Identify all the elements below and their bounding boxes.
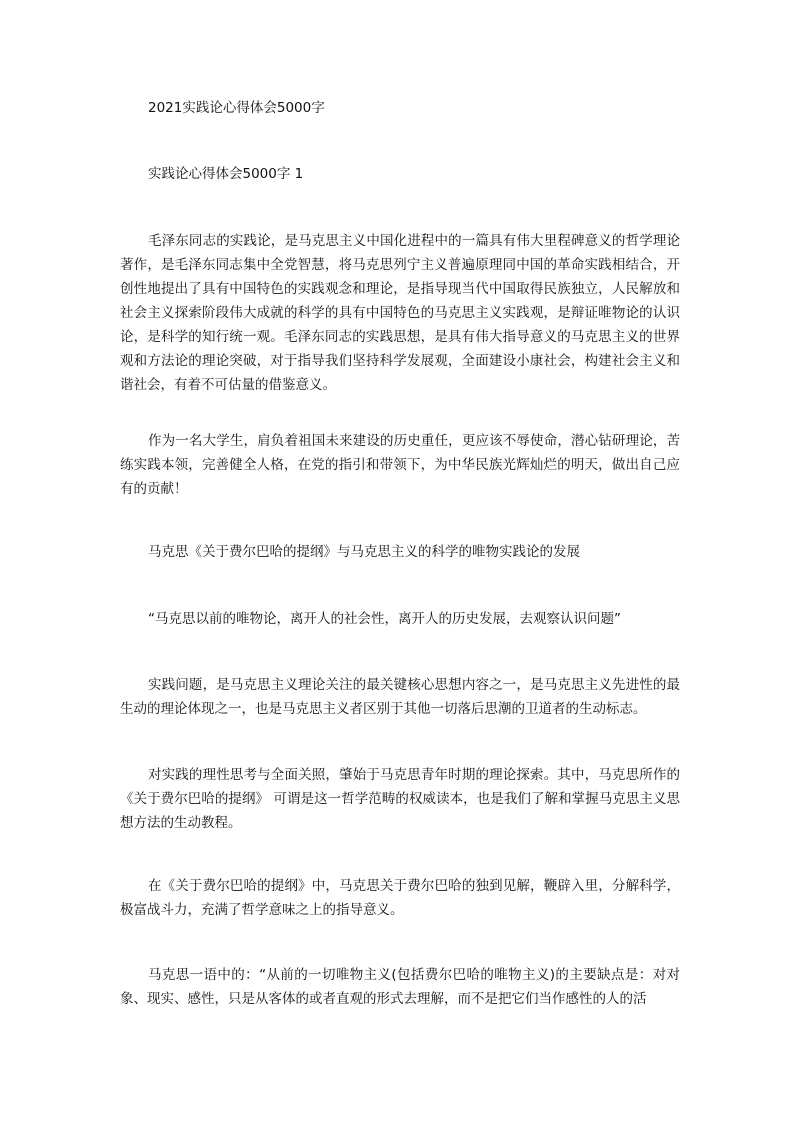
paragraph-reflection: 对实践的理性思考与全面关照，肇始于马克思青年时期的理论探索。其中，马克思所作的《关于费尔巴哈的提纲》 可谓是这一哲学范畴的权威读本，也是我们了解和掌握马克思主义思想方法的生动教程。 — [120, 767, 680, 831]
document-title: 2021实践论心得体会5000字 — [148, 100, 325, 116]
paragraph-practice: 实践问题，是马克思主义理论关注的最关键核心思想内容之一，是马克思主义先进性的最生动的理论体现之一，也是马克思主义者区别于其他一切落后思潮的卫道者的生动标志。 — [120, 677, 680, 717]
section-heading: 实践论心得体会5000字 1 — [148, 166, 304, 182]
paragraph-theses-insight: 在《关于费尔巴哈的提纲》中，马克思关于费尔巴哈的独到见解，鞭辟入里，分解科学，极富战斗力，充满了哲学意味之上的指导意义。 — [120, 878, 680, 918]
subheading-theses: 马克思《关于费尔巴哈的提纲》与马克思主义的科学的唯物实践论的发展 — [148, 544, 580, 560]
quote-line: “马克思以前的唯物论，离开人的社会性，离开人的历史发展，去观察认识问题” — [148, 611, 621, 627]
paragraph-marx-quote: 马克思一语中的：“从前的一切唯物主义(包括费尔巴哈的唯物主义)的主要缺点是：对对象、现实、感性，只是从客体的或者直观的形式去理解，而不是把它们当作感性的人的活 — [120, 967, 680, 1007]
paragraph-intro: 毛泽东同志的实践论，是马克思主义中国化进程中的一篇具有伟大里程碑意义的哲学理论著作，是毛泽东同志集中全党智慧，将马克思列宁主义普遍原理同中国的革命实践相结合，开创性地提出了具有中国特色的实践观念和理论，是指导现当代中国取得民族独立，人民解放和社会主义探索阶段伟大成就的科学的具有中国特色的马克思主义实践观，是辩证唯物论的认识论，是科学的知行统一观。毛泽东同志的实践思想，是具有伟大指导意义的马克思主义的世界观和方法论的理论突破，对于指导我们坚持科学发展观，全面建设小康社会，构建社会主义和谐社会，有着不可估量的借鉴意义。 — [120, 233, 680, 393]
paragraph-student: 作为一名大学生，肩负着祖国未来建设的历史重任，更应该不辱使命，潜心钻研理论，苦练实践本领，完善健全人格，在党的指引和带领下，为中华民族光辉灿烂的明天，做出自己应有的贡献！ — [120, 433, 680, 497]
